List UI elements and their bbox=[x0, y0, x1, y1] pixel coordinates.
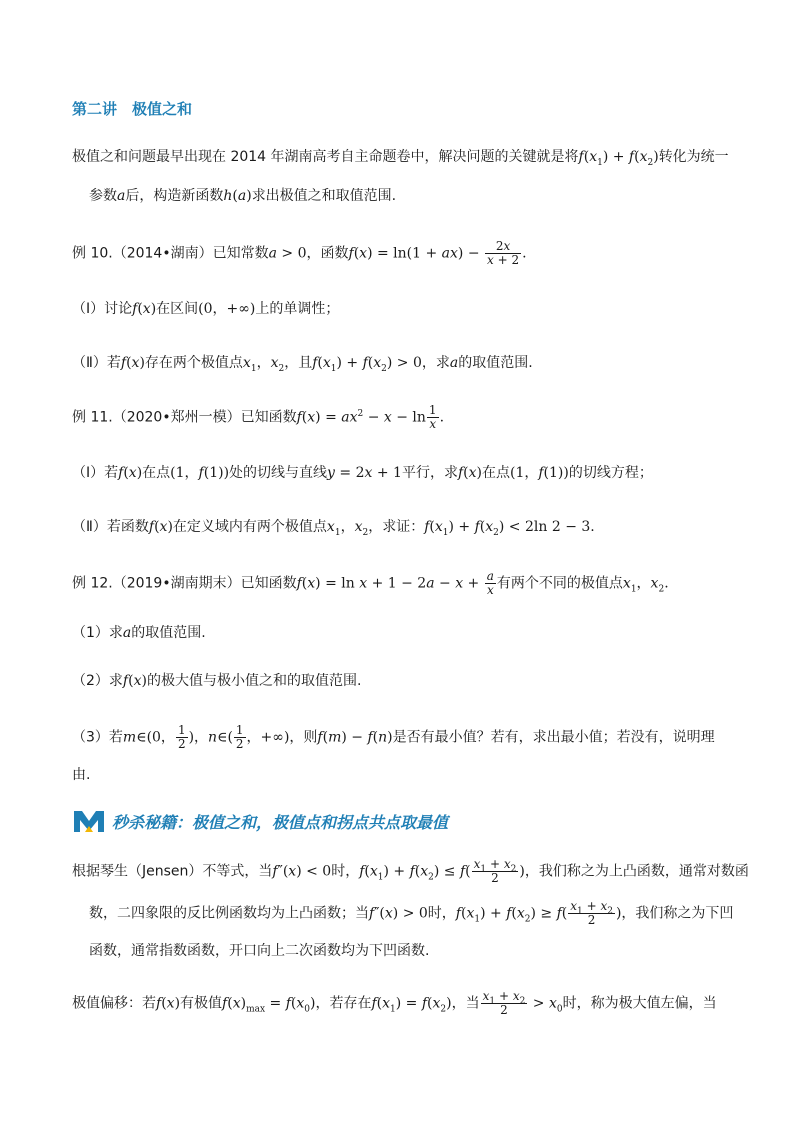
m-logo-icon bbox=[72, 808, 106, 834]
section-title: 第二讲 极值之和 bbox=[72, 100, 193, 118]
example-11-part-2: （Ⅱ）若函数f(x)在定义域内有两个极值点$x_1$，$x_2$，求证：$f(x_1) + f(x_2) < 2\ln$ 2 − 3. bbox=[72, 519, 595, 538]
jensen-line-2: 数，二四象限的反比例函数均为上凸函数；当f″(x) > 0时，$f(x_1) + f(x_2) \ge f$( $\frac{x_1 + x_2}{2}$ )，我们称之为下凹 bbox=[89, 899, 734, 927]
example-10: 例 10.（2014•湖南）已知常数a > 0，函数f(x) = ln(1 + ax) − $\frac{2x}{x + 2}$ . bbox=[72, 239, 527, 267]
example-12: 例 12.（2019•湖南期末）已知函数f(x) = ln x + 1 − 2a − x + $\frac{a}{x}$ 有两个不同的极值点$x_1$，$x_2$. bbox=[72, 569, 669, 597]
example-10-part-2: （Ⅱ）若f(x)存在两个极值点$x_1$，$x_2$，且$f(x_1) + f(x_2) > 0$，求a的取值范围. bbox=[72, 355, 533, 374]
example-11: 例 11.（2020•郑州一模）已知函数$f(x) = ax^2 - x - \ln$ $\frac{1}{x}$ . bbox=[72, 403, 445, 431]
shift-line-1: 极值偏移：若f(x)有极值$f(x)_{max} = f(x_0)$，若存在$f(x_1) = f(x_2)$，当 $\frac{x_1 + x_2}{2}$ > $x_0$时，称为极大值左偏，当 bbox=[72, 989, 717, 1017]
intro-line-2: 参数a后，构造新函数h(a)求出极值之和取值范围. bbox=[89, 188, 397, 204]
example-12-part-2: （2）求f(x)的极大值与极小值之和的取值范围. bbox=[72, 673, 362, 689]
example-10-part-1: （Ⅰ）讨论f(x)在区间(0，+∞)上的单调性； bbox=[72, 301, 340, 317]
jensen-line-1: 根据琴生（Jensen）不等式，当f″(x) < 0时，$f(x_1) + f(x_2) \le f$( $\frac{x_1 + x_2}{2}$ )，我们称之为上凸函数，通常对数函 bbox=[72, 857, 749, 885]
example-12-part-3-cont: 由. bbox=[72, 767, 91, 783]
jensen-line-3: 函数，通常指数函数，开口向上二次函数均为下凹函数. bbox=[89, 943, 430, 959]
tip-banner bbox=[72, 806, 552, 836]
tip-banner-text: 秒杀秘籍：极值之和，极值点和拐点共点取最值 bbox=[112, 813, 449, 832]
intro-line-1: 极值之和问题最早出现在 2014 年湖南高考自主命题卷中，解决问题的关键就是将$f(x_1) + f(x_2)$转化为统一 bbox=[72, 149, 729, 168]
example-11-part-1: （Ⅰ）若f(x)在点(1，f(1))处的切线与直线y = 2x + 1平行，求f(x)在点(1，f(1))的切线方程； bbox=[72, 465, 653, 481]
example-12-part-3: （3）若m∈(0， $\frac{1}{2}$ )，n∈( $\frac{1}{2}$ ，+∞)，则f(m) − f(n)是否有最小值？若有，求出最小值；若没有，说明理 bbox=[72, 723, 715, 751]
example-12-part-1: （1）求a的取值范围. bbox=[72, 625, 206, 641]
